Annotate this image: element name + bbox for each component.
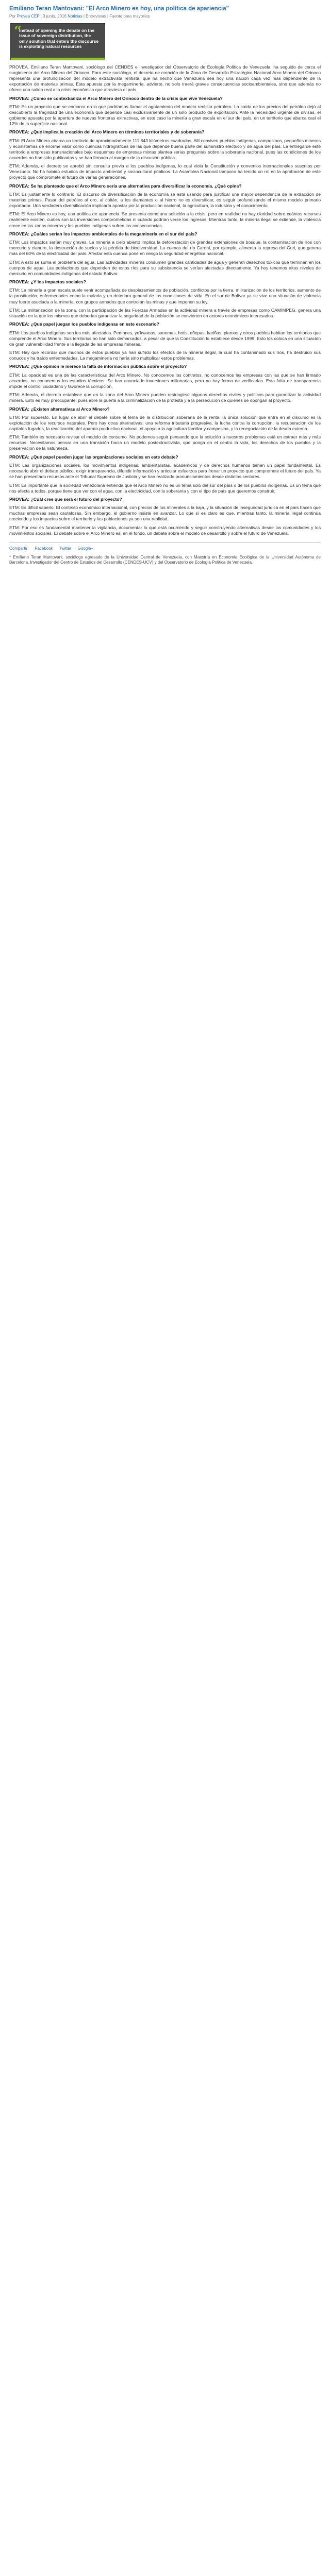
article-paragraph: ETM: Las organizaciones sociales, los movimientos indígenas, ambientalistas, académicos y de derechos humanos tienen un papel fundamental. Es necesario abrir el debate público, exigir transparencia, difundir información y articular esfuerzos para frenar un proyecto que compromete el futuro del país. Ya se han presentado recursos ante el Tribunal Supremo de Justicia y se han realizado pronunciamientos desde distintos sectores.	[9, 463, 321, 480]
article-paragraph: PROVEA: ¿Qué implica la creación del Arco Minero en términos territoriales y de soberanía?	[9, 129, 205, 135]
author-footnote: * Emiliano Teran Mantovani, sociólogo egresado de la Universidad Central de Venezuela, con Maestría en Economía Ecológica de la Universidad Autónoma de Barcelona. Investigador del Centro de Estudios del Desarrollo (CENDES-UCV) y del Observatorio de Ecología Política de Venezuela.	[9, 554, 321, 565]
article-page	[0, 0, 330, 576]
article-paragraph: ETM: A esto se suma el problema del agua. Las actividades mineras consumen grandes cantidades de agua y generan desechos tóxicos que terminan en los cuerpos de agua. Las poblaciones que dependen de estos ríos para su subsistencia se verían afectadas directamente. Ya hoy tenemos altos niveles de mercurio en comunidades indígenas del estado Bolívar.	[9, 259, 321, 276]
article-paragraph: PROVEA: ¿Cómo se contextualiza el Arco Minero del Orinoco dentro de la crisis que vive Venezuela?	[9, 95, 223, 101]
article-paragraph: ETM: También es necesario revisar el modelo de consumo. No podemos seguir pensando que la solución a nuestros problemas está en extraer más y más recursos. Necesitamos pensar en una transición hacia un modelo postextractivista, que ponga en el centro la vida, los derechos de los pueblos y la preservación de la naturaleza.	[9, 434, 321, 451]
meta-suffix: | Entrevistas | Fuente para mayorías	[83, 14, 150, 19]
article-paragraph: PROVEA: Se ha planteado que el Arco Minero sería una alternativa para diversificar la economía. ¿Qué opina?	[9, 183, 242, 189]
article-paragraph: PROVEA: ¿Cuáles serían los impactos ambientales de la megaminería en el sur del país?	[9, 231, 197, 236]
author-link[interactable]: Provea CEP	[16, 14, 40, 19]
article-paragraph: PROVEA. Emiliano Teran Mantovani, sociólogo del CENDES e investigador del Observatorio de Ecología Política de Venezuela, ha seguido de cerca el surgimiento del Arco Minero del Orinoco. Para este sociólogo, el decreto de creación de la Zona de Desarrollo Estratégico Nacional Arco Minero del Orinoco representa una profundización del modelo extractivista rentista, que ha hecho que Venezuela sea hoy una nación cada vez más dependiente de la exportación de materias primas. Esta apuesta por la megaminería, advierte, no solo traerá graves consecuencias socioambientales, sino que además no ofrece una salida real a la crisis económica que atraviesa el país.	[9, 64, 321, 93]
article-paragraph: ETM: Es importante que la sociedad venezolana entienda que el Arco Minero no es un tema solo del sur del país o de los pueblos indígenas. Es un tema que nos afecta a todos, porque tiene que ver con el agua, con la electricidad, con la soberanía y con el tipo de país que queremos construir.	[9, 482, 321, 494]
article-paragraph: ETM: Además, el decreto establece que en la zona del Arco Minero pueden restringirse algunos derechos civiles y políticos para garantizar la actividad minera. Esto es muy preocupante, pues abre la puerta a la criminalización de la protesta y a la persecución de quienes se opongan al proyecto.	[9, 392, 321, 403]
article-paragraph: ETM: Hay que recordar que muchos de estos pueblos ya han sufrido los efectos de la minería ilegal, la cual ha contaminado sus ríos, ha destruido sus conucos y ha traído enfermedades. La megaminería no haría sino multiplicar estos problemas.	[9, 350, 321, 361]
article-paragraph: ETM: El Arco Minero abarca un territorio de aproximadamente 111.843 kilómetros cuadrados. Allí conviven pueblos indígenas, campesinos, pequeños mineros y ecosistemas de enorme valor como cuencas hidrográficas de las que depende buena parte del suministro eléctrico y de agua del país. La entrega de este territorio a empresas transnacionales bajo esquemas de empresas mixtas plantea serias preguntas sobre la soberanía nacional, pues las condiciones de los acuerdos no han sido publicadas y se han firmado al margen de la discusión pública.	[9, 138, 321, 160]
article-paragraph: ETM: Por eso es fundamental mantener la vigilancia, documentar lo que está ocurriendo y seguir construyendo alternativas desde las comunidades y los movimientos sociales. El debate sobre el Arco Minero es, en el fondo, un debate sobre el modelo de desarrollo y sobre el futuro de Venezuela.	[9, 524, 321, 536]
article-paragraph: PROVEA: ¿Y los impactos sociales?	[9, 279, 86, 285]
pull-quote-image	[10, 23, 105, 60]
article-body	[9, 64, 321, 536]
article-paragraph: ETM: Los impactos serían muy graves. La minería a cielo abierto implica la deforestación de grandes extensiones de bosque, la contaminación de ríos con mercurio y cianuro, la destrucción de suelos y la pérdida de biodiversidad. La cuenca del río Caroní, por ejemplo, alimenta la represa del Guri, que genera más del 60% de la electricidad del país. Afectar esta cuenca pone en riesgo la seguridad energética nacional.	[9, 240, 321, 257]
article-paragraph: ETM: Los pueblos indígenas son los más afectados. Pemones, ye'kwanas, sanemas, hotis, eñepas, kariñas, piaroas y otros pueblos habitan los territorios que comprende el Arco Minero. Sus territorios no han sido demarcados, a pesar de que la Constitución lo establece desde 1999. Esto los coloca en una situación de gran vulnerabilidad frente a la llegada de las empresas mineras.	[9, 330, 321, 347]
quote-accent-bar	[11, 58, 105, 60]
share-link-twitter[interactable]: Twitter	[59, 546, 72, 551]
category-link[interactable]: Noticias	[68, 14, 82, 19]
article-paragraph: PROVEA: ¿Existen alternativas al Arco Minero?	[9, 406, 110, 412]
article-paragraph: ETM: Es un proyecto que se enmarca en lo que podríamos llamar el agotamiento del modelo rentista petrolero. La caída de los precios del petróleo dejó al descubierto la fragilidad de una economía que depende casi exclusivamente de un solo producto de exportación. Ante la necesidad urgente de divisas, el gobierno apuesta por la apertura de nuevas fronteras extractivas, en este caso la minería a gran escala en el sur del país, en un territorio que abarca casi el 12% de la superficie nacional.	[9, 104, 321, 127]
share-links	[9, 546, 321, 551]
pull-quote-text: Instead of opening the debate on the issue of sovereign distribution, the only solution that enters the discourse is exploiting natural resources	[19, 28, 99, 49]
article-title[interactable]: Emiliano Teran Mantovani: "El Arco Minero es hoy, una política de apariencia"	[9, 6, 229, 12]
article-paragraph: ETM: La militarización de la zona, con la participación de las Fuerzas Armadas en la actividad minera a través de empresas como CAMIMPEG, genera una situación en la que los mismos que deberían garantizar la seguridad de la población se convierten en actores económicos interesados.	[9, 307, 321, 318]
article-paragraph: ETM: La minería a gran escala suele venir acompañada de desplazamientos de población, conflictos por la tierra, militarización de los territorios, aumento de la prostitución, enfermedades como la malaria y un deterioro general de las condiciones de vida. En el sur de Bolívar ya se vive una situación de violencia muy fuerte asociada a la minería, con grupos armados que controlan las minas y que imponen su ley.	[9, 287, 321, 304]
share-label: Compartir:	[9, 546, 29, 551]
article-paragraph: PROVEA: ¿Qué opinión le merece la falta de información pública sobre el proyecto?	[9, 364, 187, 369]
article-paragraph: ETM: Además, el decreto se aprobó sin consulta previa a los pueblos indígenas, lo cual viola la Constitución y convenios internacionales suscritos por Venezuela. No ha habido estudios de impacto ambiental y sociocultural públicos. La Asamblea Nacional tampoco ha tenido un rol en la aprobación de este proyecto que compromete el futuro de varias generaciones.	[9, 163, 321, 180]
article-paragraph: PROVEA: ¿Qué papel juegan los pueblos indígenas en este escenario?	[9, 321, 159, 327]
meta-prefix: Por	[9, 14, 16, 19]
share-link-facebook[interactable]: Facebook	[35, 546, 53, 551]
meta-date: | 3 junio, 2016	[40, 14, 67, 19]
article-paragraph: PROVEA: ¿Qué papel pueden jugar las organizaciones sociales en este debate?	[9, 454, 178, 460]
article-paragraph: ETM: La opacidad es una de las características del Arco Minero. No conocemos los contratos, no conocemos las empresas con las que se han firmado acuerdos, no conocemos los estudios técnicos. Se han anunciado inversiones millonarias, pero no hay forma de verificarlas. Esta falta de transparencia impide el control ciudadano y favorece la corrupción.	[9, 372, 321, 389]
article-paragraph: ETM: Es difícil saberlo. El contexto económico internacional, con precios de los minerales a la baja, y la situación de inseguridad jurídica en el país hacen que muchas empresas sean cautelosas. Sin embargo, el gobierno insiste en avanzar. Lo que sí es claro es que, mientras tanto, la minería ilegal continúa creciendo y los impactos sobre el territorio y las poblaciones ya son una realidad.	[9, 505, 321, 522]
share-link-google[interactable]: Google+	[77, 546, 94, 551]
article-paragraph: ETM: Por supuesto. En lugar de abrir el debate sobre el tema de la distribución soberana de la renta, la única solución que entra en el discurso es la explotación de los recursos naturales. Pero hay otras alternativas: una reforma tributaria progresiva, la lucha contra la corrupción, la recuperación de los capitales fugados, la reactivación del aparato productivo nacional, el apoyo a la agricultura familiar y campesina, y la renegociación de la deuda externa.	[9, 414, 321, 432]
article-paragraph: ETM: Es justamente lo contrario. El discurso de diversificación de la economía se está usando para justificar una mayor dependencia de la extracción de materias primas. Pasar del petróleo al oro, al coltán, a los diamantes o al hierro no es diversificar, es seguir profundizando el mismo modelo primario exportador. Una verdadera diversificación implicaría apostar por la producción nacional, la agricultura, la industria y el conocimiento.	[9, 191, 321, 209]
article-meta	[9, 13, 321, 19]
quote-mark-icon: “	[14, 24, 22, 39]
article-paragraph: PROVEA: ¿Cuál cree que será el futuro del proyecto?	[9, 496, 122, 502]
article-paragraph: ETM: El Arco Minero es hoy, una política de apariencia. Se presenta como una solución a la crisis, pero en realidad no hay claridad sobre cuántos recursos realmente existen, cuáles son las inversiones comprometidas ni cuándo podrían verse los ingresos. Mientras tanto, la minería ilegal se extiende, la violencia crece en las zonas mineras y los pueblos indígenas sufren las consecuencias.	[9, 211, 321, 228]
